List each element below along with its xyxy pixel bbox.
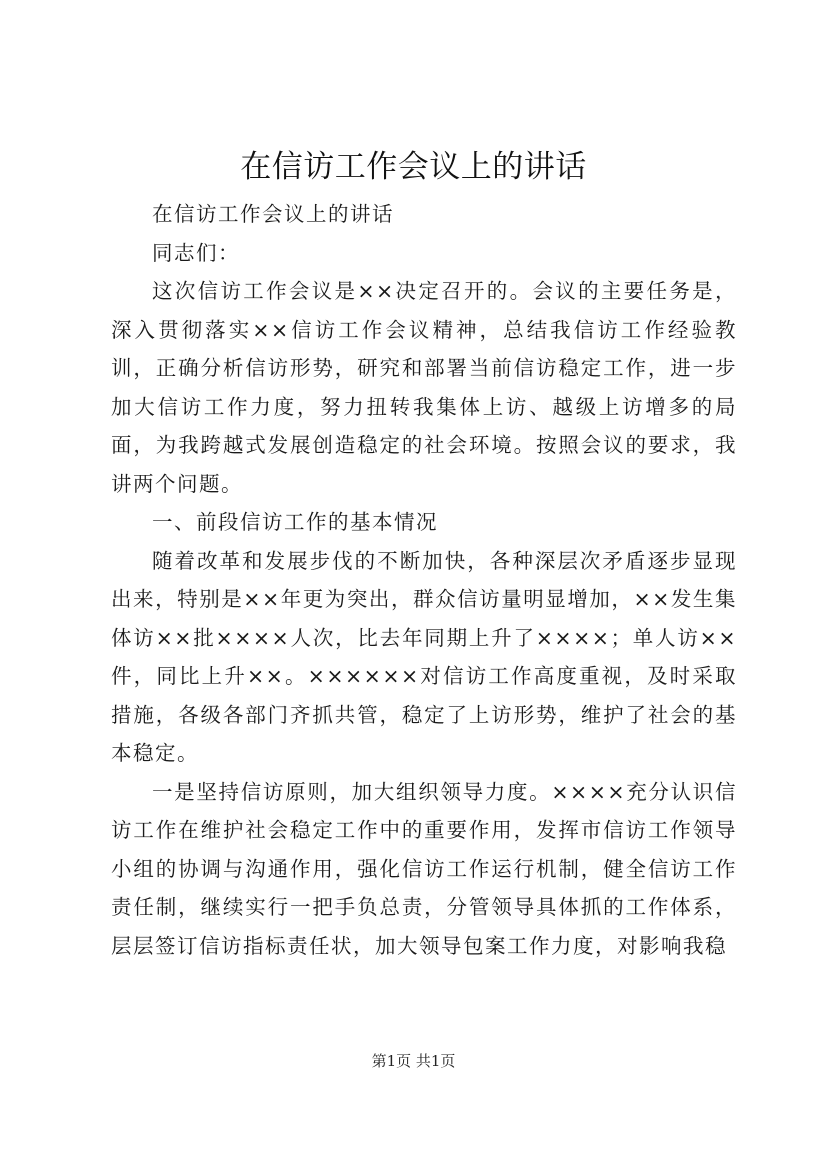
body-paragraph-situation: 随着改革和发展步伐的不断加快，各种深层次矛盾逐步显现出来，特别是××年更为突出，群众信访量明显增加，××发生集体访××批××××人次，比去年同期上升了××××；单人访××件，同比上升××。××××××对信访工作高度重视，及时采取措施，各级各部门齐抓共管，稳定了上访形势，维护了社会的基本稳定。 [111,548,737,765]
document-title: 在信访工作会议上的讲话 [240,149,587,185]
body-paragraph-salutation: 同志们： [152,240,240,265]
body-paragraph-subtitle: 在信访工作会议上的讲话 [152,202,394,226]
body-paragraph-point-1: 一是坚持信访原则，加大组织领导力度。××××充分认识信访工作在维护社会稳定工作中的重要作用，发挥市信访工作领导小组的协调与沟通作用，强化信访工作运行机制，健全信访工作责任制，继续实行一把手负总责，分管领导具体抓的工作体系，层层签订信访指标责任状，加大领导包案工作力度，对影响我稳 [111,779,737,958]
document-body [111,195,737,965]
page-footer: 第1页 共1页 [371,1052,456,1070]
body-paragraph-intro: 这次信访工作会议是××决定召开的。会议的主要任务是，深入贯彻落实××信访工作会议精神，总结我信访工作经验教训，正确分析信访形势，研究和部署当前信访稳定工作，进一步加大信访工作力度，努力扭转我集体上访、越级上访增多的局面，为我跨越式发展创造稳定的社会环境。按照会议的要求，我讲两个问题。 [111,279,737,496]
section-heading-1: 一、前段信访工作的基本情况 [152,510,438,534]
